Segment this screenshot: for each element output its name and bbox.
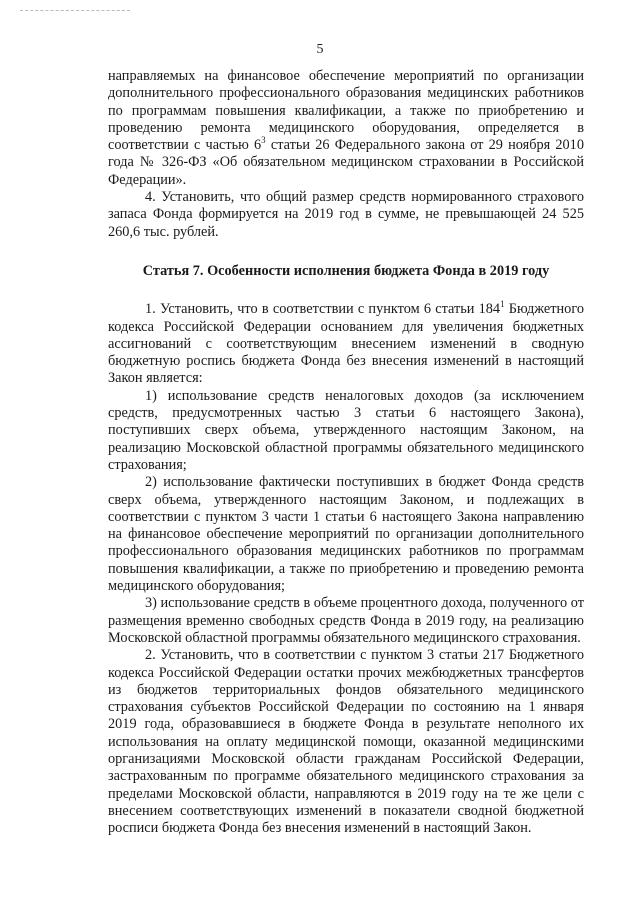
- text-run: 2) использование фактически поступивших в бюджет Фонда средств сверх объема, утвержденного настоящим Законом, и подлежащих в соответствии с пунктом 3 части 1 статьи 6 настоящего Закона направлению на финансовое обеспечение мероприятий по организации дополнительного профессионального образования медицинских работников по программам повышения квалификации, а также по приобретению и проведению ремонта медицинского оборудования;: [108, 474, 584, 595]
- paragraph-subitem-3: [108, 595, 584, 647]
- paragraph-subitem-1: [108, 388, 584, 474]
- article-heading: Статья 7. Особенности исполнения бюджета Фонда в 2019 году: [142, 262, 550, 279]
- text-run: направляемых на финансовое обеспечение мероприятий по организации дополнительного профессионального образования медицинских работников по программам повышения квалификации, а также по приобретению и проведению ремонта медицинского оборудования, определяется в соответствии с частью 6: [108, 68, 584, 154]
- text-run: 1) использование средств неналоговых доходов (за исключением средств, предусмотренных частью 3 статьи 6 настоящего Закона), поступивших сверх объема, утвержденного настоящим Законом, на реализацию Московской областной программы обязательного медицинского страхования;: [108, 387, 584, 473]
- paragraph-item-4: [108, 189, 584, 241]
- superscript: 3: [261, 135, 266, 146]
- scan-artifact: [20, 10, 130, 12]
- paragraph-item-1: [108, 301, 584, 387]
- text-run: 4. Установить, что общий размер средств нормированного страхового запаса Фонда формируется на 2019 год в сумме, не превышающей 24 525 260,6 тыс. рублей.: [108, 189, 584, 240]
- document-body: [108, 68, 584, 837]
- paragraph-item-2: [108, 647, 584, 837]
- paragraph-continued: [108, 68, 584, 189]
- text-run: 1. Установить, что в соответствии с пунктом 6 статьи 184: [145, 301, 501, 318]
- page-number: 5: [316, 42, 324, 57]
- text-run: статьи 26 Федерального закона от 29 ноября 2010 года № 326-ФЗ «Об обязательном медицинском страховании в Российской Федерации».: [108, 137, 584, 188]
- text-run: Бюджетного кодекса Российской Федерации основанием для увеличения бюджетных ассигнований с соответствующим внесением изменений в сводную бюджетную роспись бюджета Фонда без внесения изменений в настоящий Закон является:: [108, 301, 584, 387]
- text-run: 3) использование средств в объеме процентного дохода, полученного от размещения временно свободных средств Фонда в 2019 году, на реализацию Московской областной программы обязательного медицинского страхования.: [108, 595, 584, 646]
- superscript: 1: [500, 299, 505, 310]
- text-run: 2. Установить, что в соответствии с пунктом 3 статьи 217 Бюджетного кодекса Российской Федерации остатки прочих межбюджетных трансфертов из бюджетов территориальных фондов обязательного медицинского страхования субъектов Российской Федерации по состоянию на 1 января 2019 года, образовавшиеся в бюджете Фонда в результате неполного их использования на оплату медицинской помощи, оказанной медицинскими организациями Московской области гражданам Российской Федерации, застрахованным по программе обязательного медицинского страхования за пределами Московской области, направляются в 2019 году на те же цели с внесением соответствующих изменений в показатели сводной бюджетной росписи бюджета Фонда без внесения изменений в настоящий Закон.: [108, 647, 584, 837]
- paragraph-subitem-2: [108, 474, 584, 595]
